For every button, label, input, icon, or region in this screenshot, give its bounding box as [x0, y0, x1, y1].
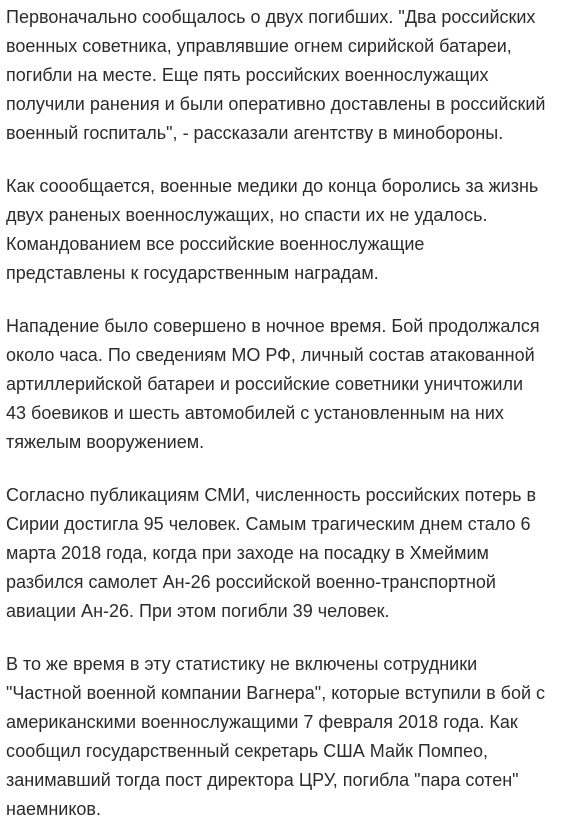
text-line: Командованием все российские военнослужащие — [6, 234, 425, 254]
text-line: военный госпиталь", - рассказали агентству в минобороны. — [6, 123, 504, 143]
text-line: наемников. — [6, 799, 101, 819]
text-line: В то же время в эту статистику не включены сотрудники — [6, 654, 478, 674]
article-paragraph — [6, 312, 578, 457]
text-line: Согласно публикациям СМИ, численность российских потерь в — [6, 485, 537, 505]
text-line: авиации Ан-26. При этом погибли 39 человек. — [6, 601, 390, 621]
article-body — [0, 3, 578, 824]
article-paragraph — [6, 3, 578, 148]
text-line: около часа. По сведениям МО РФ, личный состав атакованной — [6, 345, 535, 365]
text-line: марта 2018 года, когда при заходе на посадку в Хмеймим — [6, 543, 489, 563]
text-line: получили ранения и были оперативно доставлены в российский — [6, 94, 546, 114]
article-paragraph — [6, 650, 578, 824]
article-paragraph — [6, 481, 578, 626]
text-line: Нападение было совершено в ночное время. Бой продолжался — [6, 316, 540, 336]
text-line: тяжелым вооружением. — [6, 432, 205, 452]
text-line: американскими военнослужащими 7 февраля 2018 года. Как — [6, 712, 518, 732]
text-line: сообщил государственный секретарь США Майк Помпео, — [6, 741, 488, 761]
text-line: занимавший тогда пост директора ЦРУ, погибла "пара сотен" — [6, 770, 519, 790]
text-line: погибли на месте. Еще пять российских военнослужащих — [6, 65, 489, 85]
text-line: представлены к государственным наградам. — [6, 263, 379, 283]
text-line: 43 боевиков и шесть автомобилей с установленным на них — [6, 403, 504, 423]
article-paragraph — [6, 172, 578, 288]
text-line: Сирии достигла 95 человек. Самым трагическим днем стало 6 — [6, 514, 531, 534]
text-line: Как соообщается, военные медики до конца боролись за жизнь — [6, 176, 539, 196]
text-line: "Частной военной компании Вагнера", которые вступили в бой с — [6, 683, 546, 703]
text-line: военных советника, управлявшие огнем сирийской батареи, — [6, 36, 512, 56]
text-line: двух раненых военнослужащих, но спасти их не удалось. — [6, 205, 488, 225]
text-line: разбился самолет Ан-26 российской военно-транспортной — [6, 572, 496, 592]
text-line: Первоначально сообщалось о двух погибших. "Два российских — [6, 7, 536, 27]
text-line: артиллерийской батареи и российские советники уничтожили — [6, 374, 524, 394]
